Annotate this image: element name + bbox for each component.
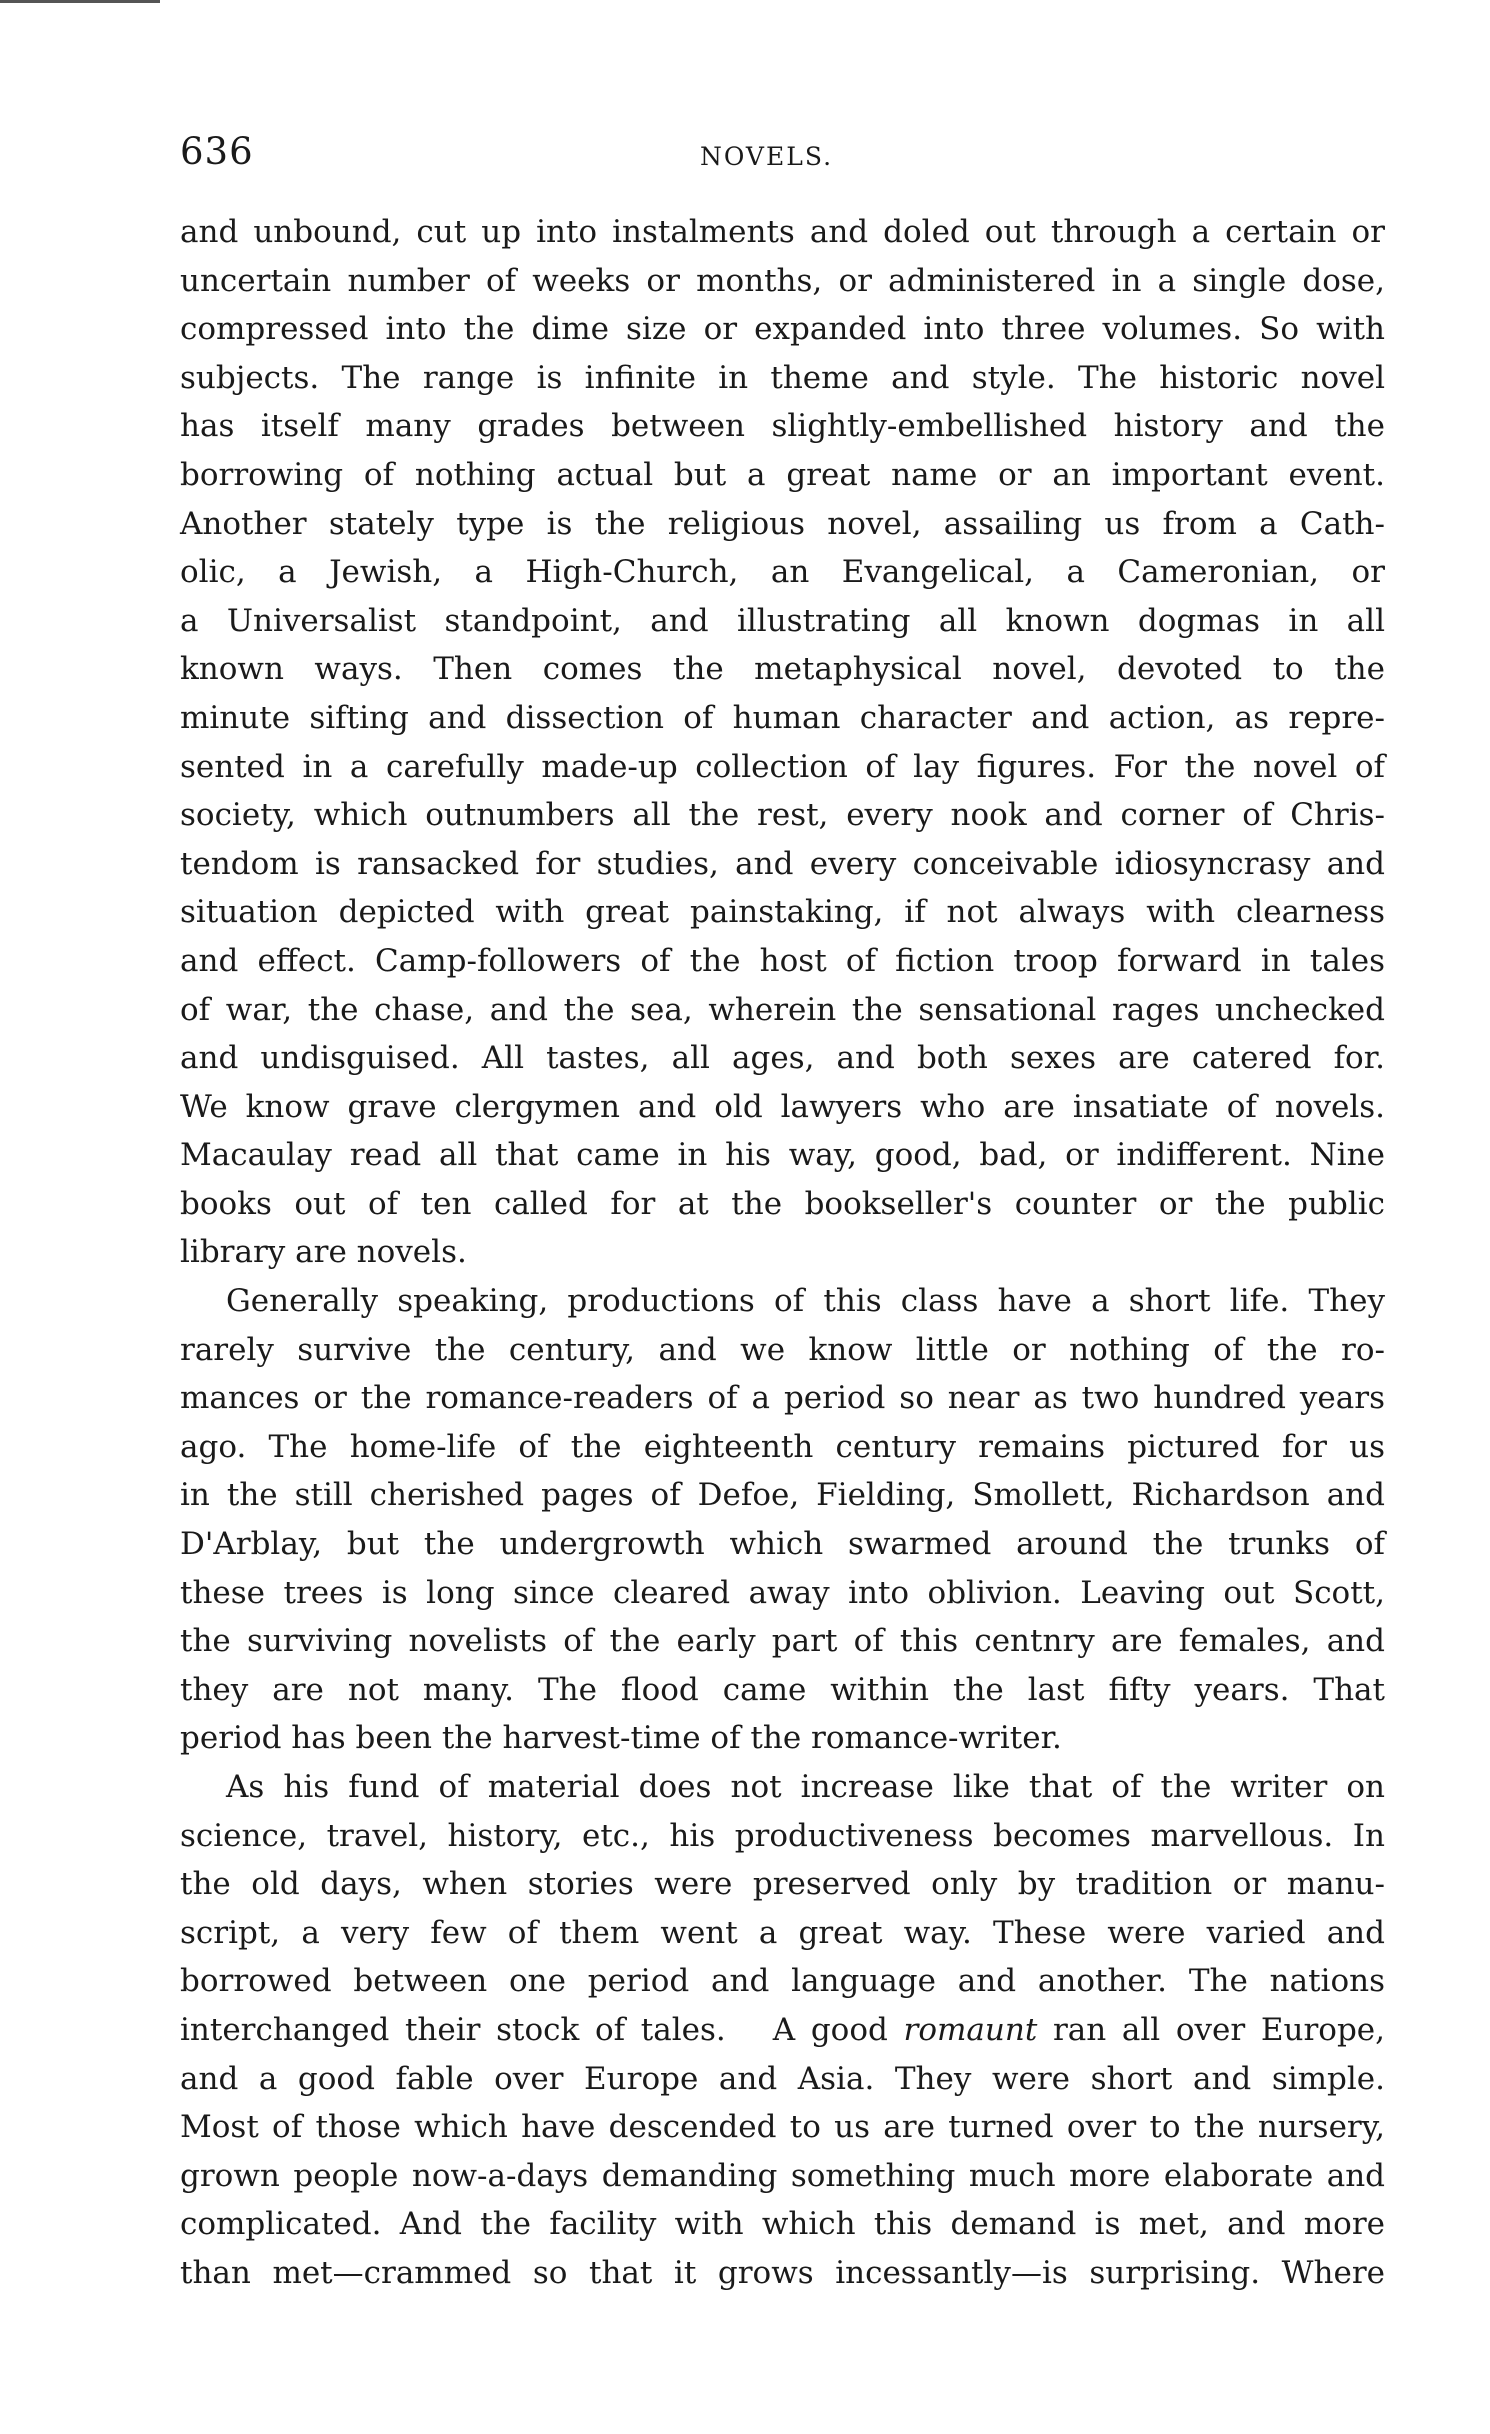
running-head: NOVELS.	[700, 142, 834, 171]
text-line: these trees is long since cleared away into oblivion. Leaving out Scott,	[180, 1574, 1385, 1611]
text-line: and a good fable over Europe and Asia. They were short and simple.	[180, 2060, 1385, 2097]
text-line: olic, a Jewish, a High-Church, an Evangelical, a Cameronian, or	[180, 554, 1385, 591]
text-line: Most of those which have descended to us are turned over to the nursery,	[180, 2109, 1385, 2146]
text-line: library are novels.	[180, 1234, 467, 1271]
text-line	[180, 2006, 1385, 2055]
text-line: period has been the harvest-time of the romance-writer.	[180, 1720, 1062, 1757]
text-line: minute sifting and dissection of human character and action, as repre-	[180, 699, 1385, 736]
body-text	[180, 208, 1385, 2298]
text-line: a Universalist standpoint, and illustrating all known dogmas in all	[180, 602, 1385, 639]
text-line: and unbound, cut up into instalments and doled out through a certain or	[180, 214, 1385, 250]
text-line: sented in a carefully made-up collection of lay figures. For the novel of	[180, 748, 1385, 785]
top-edge-rule	[0, 0, 160, 3]
text-line: rarely survive the century, and we know little or nothing of the ro-	[180, 1331, 1385, 1368]
text-line: subjects. The range is infinite in theme and style. The historic novel	[180, 359, 1385, 396]
text-line: and undisguised. All tastes, all ages, and both sexes are catered for.	[180, 1040, 1385, 1077]
page-header	[180, 130, 1390, 180]
text-line: borrowed between one period and language and another. The nations	[180, 1963, 1385, 2000]
text-line: books out of ten called for at the bookseller's counter or the public	[180, 1185, 1385, 1222]
text-line: tendom is ransacked for studies, and every conceivable idiosyncrasy and	[180, 845, 1385, 882]
text-line: uncertain number of weeks or months, or administered in a single dose,	[180, 262, 1385, 299]
text-run: ran all over Europe,	[1052, 2011, 1385, 2048]
text-line: We know grave clergymen and old lawyers who are insatiate of novels.	[180, 1088, 1385, 1125]
text-line: mances or the romance-readers of a period so near as two hundred years	[180, 1380, 1385, 1417]
text-line: Generally speaking, productions of this class have a short life. They	[226, 1283, 1385, 1320]
text-line: in the still cherished pages of Defoe, Fielding, Smollett, Richardson and	[180, 1477, 1385, 1514]
text-line: Macaulay read all that came in his way, good, bad, or indifferent. Nine	[180, 1137, 1385, 1174]
italic-word: romaunt	[903, 2011, 1038, 2048]
text-line: ago. The home-life of the eighteenth century remains pictured for us	[180, 1428, 1385, 1465]
text-line: and effect. Camp-followers of the host of fiction troop forward in tales	[180, 942, 1385, 979]
text-line: borrowing of nothing actual but a great name or an important event.	[180, 456, 1385, 493]
text-line: complicated. And the facility with which this demand is met, and more	[180, 2206, 1385, 2243]
text-line: of war, the chase, and the sea, wherein the sensational rages unchecked	[180, 991, 1385, 1028]
text-line: than met—crammed so that it grows incessantly—is surprising. Where	[180, 2254, 1385, 2291]
text-line: society, which outnumbers all the rest, every nook and corner of Chris-	[180, 797, 1385, 834]
text-line: compressed into the dime size or expanded into three volumes. So with	[180, 311, 1385, 348]
text-line: the old days, when stories were preserved only by tradition or manu-	[180, 1866, 1385, 1903]
text-run: A good	[772, 2011, 888, 2048]
text-line: science, travel, history, etc., his productiveness becomes marvellous. In	[180, 1817, 1385, 1854]
text-line: the surviving novelists of the early part of this centnry are females, and	[180, 1623, 1385, 1660]
text-line: has itself many grades between slightly-embellished history and the	[180, 408, 1385, 445]
text-line: Another stately type is the religious novel, assailing us from a Cath-	[180, 505, 1385, 542]
text-line: known ways. Then comes the metaphysical novel, devoted to the	[180, 651, 1385, 688]
text-run: interchanged their stock of tales.	[180, 2011, 726, 2048]
text-line: grown people now-a-days demanding something much more elaborate and	[180, 2157, 1385, 2194]
text-line: they are not many. The flood came within the last fifty years. That	[180, 1671, 1385, 1708]
text-line: As his fund of material does not increase like that of the writer on	[226, 1769, 1385, 1805]
text-line: situation depicted with great painstaking, if not always with clearness	[180, 894, 1385, 931]
text-line: D'Arblay, but the undergrowth which swarmed around the trunks of	[180, 1526, 1385, 1563]
page-number: 636	[180, 130, 254, 173]
text-line: script, a very few of them went a great way. These were varied and	[180, 1914, 1385, 1951]
